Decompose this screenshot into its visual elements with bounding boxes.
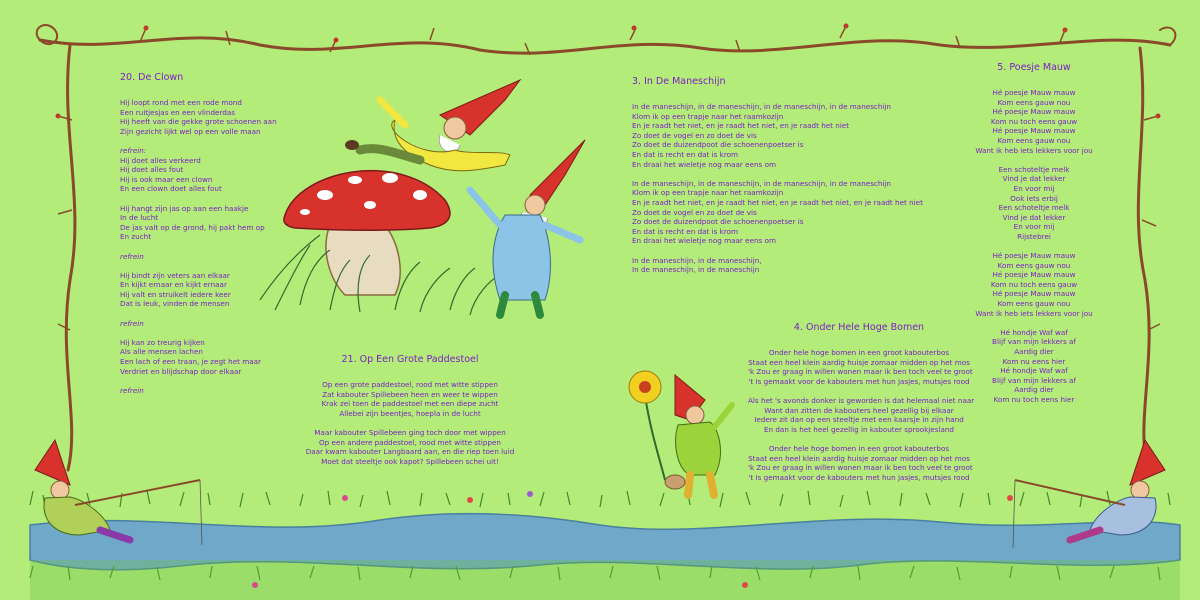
lyric-line: De jas valt op de grond, hij pakt hem op xyxy=(120,222,265,232)
lyric-line: En zucht xyxy=(120,232,152,242)
lyric-line: Hé poesje Mauw mauw xyxy=(992,289,1076,299)
lyric-line: In de maneschijn, in de maneschijn, in de maneschijn, in de maneschijn xyxy=(632,178,891,188)
lyric-line: Aardig dier xyxy=(1014,385,1054,395)
song-title: 21. Op Een Grote Paddestoel xyxy=(341,354,479,365)
lyric-line: Zo doet de duizendpoot die schoenenpoetser is xyxy=(632,140,804,150)
lyric-line: Kom eens gauw nou xyxy=(997,97,1071,107)
lyric-line: In de maneschijn, in de maneschijn xyxy=(632,265,760,275)
lyric-line: En je raadt het niet, en je raadt het niet, en je raadt het niet, en je raadt het niet xyxy=(632,197,923,207)
lyric-line xyxy=(968,242,1100,252)
lyric-line: Zo doet de vogel en zo doet de vis xyxy=(632,130,757,140)
lyric-line xyxy=(968,318,1100,328)
lyric-line: Want ik heb iets lekkers voor jou xyxy=(975,308,1093,318)
lyric-line: Hé hondje Waf waf xyxy=(1000,366,1068,376)
lyric-line: Kom eens gauw nou xyxy=(997,135,1071,145)
lyric-line: Kom eens gauw nou xyxy=(997,299,1071,309)
lyric-line: Hij is ook maar een clown xyxy=(120,174,213,184)
flower xyxy=(629,371,665,480)
lyric-line: Want ik heb iets lekkers voor jou xyxy=(975,145,1093,155)
lyric-line: Een ruitjesjas en een vlinderdas xyxy=(120,107,235,117)
song-lines xyxy=(120,98,277,395)
song-lines xyxy=(748,348,975,482)
lyric-line: Maar kabouter Spillebeen ging toch door met wippen xyxy=(314,427,506,437)
lyric-line: Staat een heel klein aardig huisje zomaar midden op het mos xyxy=(748,357,970,367)
song-lines xyxy=(632,102,923,275)
lyric-line: Hé hondje Waf waf xyxy=(1000,327,1068,337)
lyric-line: Als het 's avonds donker is geworden is dat helemaal niet naar xyxy=(748,395,975,405)
lyric-line: Zo doet de vogel en zo doet de vis xyxy=(632,207,757,217)
lyric-line: En draai het wieletje nog maar eens om xyxy=(632,236,776,246)
lyric-line: Op een andere paddestoel, rood met witte stippen xyxy=(319,437,501,447)
lyric-line: Onder hele hoge bomen in een groot kabouterbos xyxy=(768,443,950,453)
lyric-line: Klom ik op een trapje naar het raamkozijn xyxy=(632,188,784,198)
lyric-line: 't Is gemaakt voor de kabouters met hun jasjes, mutsjes rood xyxy=(748,376,970,386)
lyric-line xyxy=(632,246,923,256)
lyric-line: Hij bindt zijn veters aan elkaar xyxy=(120,270,230,280)
lyric-line: Zat kabouter Spillebeen heen en weer te wippen xyxy=(322,389,498,399)
song-title: 5. Poesje Mauw xyxy=(997,62,1071,73)
lyric-line: Hij doet alles verkeerd xyxy=(120,155,201,165)
lyric-line: Allebei zijn beentjes, hoepla in de lucht xyxy=(339,408,481,418)
lyric-line: Hé poesje Mauw mauw xyxy=(992,126,1076,136)
song-lines xyxy=(968,88,1100,405)
song-poesje xyxy=(968,62,1100,405)
lyric-line xyxy=(120,194,277,204)
lyric-line: Hij kan zo treurig kijken xyxy=(120,337,205,347)
lyric-line: En draai het wieletje nog maar eens om xyxy=(632,159,776,169)
lyric-line: Als alle mensen lachen xyxy=(120,347,203,357)
lyric-line xyxy=(120,136,277,146)
gnome-jumping xyxy=(345,80,520,171)
lyric-line: Kom nu toch eens gauw xyxy=(990,116,1078,126)
lyric-line: Verdriet en blijdschap door elkaar xyxy=(120,366,242,376)
lyric-line: Hij heeft van die gekke grote schoenen aan xyxy=(120,117,277,127)
lyric-line: Blijf van mijn lekkers af xyxy=(992,337,1076,347)
lyric-line: Hé poesje Mauw mauw xyxy=(992,107,1076,117)
lyric-line: En dat is recht en dat is krom xyxy=(632,226,739,236)
lyric-line: Een schoteltje melk xyxy=(998,164,1070,174)
lyric-line: Kom nu toch eens gauw xyxy=(990,279,1078,289)
lyric-line: Aardig dier xyxy=(1014,347,1054,357)
lyric-line: Kom nu eens hier xyxy=(1002,356,1066,366)
lyric-line xyxy=(120,242,277,252)
lyric-line: Daar kwam kabouter Langbaard aan, en die riep toen luid xyxy=(305,447,515,457)
lyric-line xyxy=(305,418,515,428)
lyric-line: Hij loopt rond met een rode mond xyxy=(120,98,242,107)
lyric-line: En kijkt ernaar en kijkt ernaar xyxy=(120,280,227,290)
lyric-line xyxy=(120,376,277,386)
song-title: 3. In De Maneschijn xyxy=(632,76,726,87)
lyric-line: Vind je dat lekker xyxy=(1002,212,1066,222)
lyric-line xyxy=(748,434,970,444)
lyric-line xyxy=(632,169,923,179)
lyric-line: En voor mij xyxy=(1013,222,1055,232)
lyric-line: Iedere zit dan op een steeltje met een kaarsje in zijn hand xyxy=(754,415,964,425)
lyric-line: En dan is het heel gezellig in kabouter sprookjesland xyxy=(763,424,954,434)
lyric-line: 'k Zou er graag in willen wonen maar ik ben toch veel te groot xyxy=(748,463,973,473)
lyric-line: Kom nu toch eens hier xyxy=(993,395,1075,404)
lyric-line: In de maneschijn, in de maneschijn, xyxy=(632,255,762,265)
lyric-line: Onder hele hoge bomen in een groot kabouterbos xyxy=(768,348,950,357)
song-maneschijn xyxy=(632,76,923,275)
lyric-line: Blijf van mijn lekkers af xyxy=(992,375,1076,385)
song-title: 20. De Clown xyxy=(120,72,184,83)
lyric-line xyxy=(120,309,277,319)
lyric-line: Krak zei toen de paddestoel met een diepe zucht xyxy=(321,399,499,409)
lyric-line xyxy=(120,261,277,271)
lyric-line: Vind je dat lekker xyxy=(1002,174,1066,184)
lyric-line: Moet dat steeltje ook kapot? Spillebeen schei uit! xyxy=(321,456,499,466)
lyric-line xyxy=(748,386,970,396)
lyric-line: Op een grote paddestoel, rood met witte stippen xyxy=(322,380,498,389)
lyric-line: Hé poesje Mauw mauw xyxy=(992,270,1076,280)
lyric-line: Kom eens gauw nou xyxy=(997,260,1071,270)
lyric-line: Hé poesje Mauw mauw xyxy=(992,251,1076,261)
lyric-line: Een schoteltje melk xyxy=(998,203,1070,213)
lyric-line xyxy=(968,155,1100,165)
lyric-line: refrein: xyxy=(120,145,147,155)
lyric-line: refrein xyxy=(120,251,144,261)
lyric-line: Hé poesje Mauw mauw xyxy=(992,88,1076,97)
lyric-line: Zijn gezicht lijkt wel op een volle maan xyxy=(120,126,261,136)
lyric-line: Klom ik op een trapje naar het raamkozijn xyxy=(632,111,784,121)
lyric-line: 'k Zou er graag in willen wonen maar ik ben toch veel te groot xyxy=(748,367,973,377)
song-title: 4. Onder Hele Hoge Bomen xyxy=(793,322,925,333)
song-clown xyxy=(120,72,277,395)
lyric-line: Ook iets erbij xyxy=(1010,193,1058,203)
lyric-line: En voor mij xyxy=(1013,183,1055,193)
lyric-line: refrein xyxy=(120,385,144,395)
song-lines xyxy=(305,380,515,466)
lyric-line: In de maneschijn, in de maneschijn, in de maneschijn, in de maneschijn xyxy=(632,102,891,111)
lyric-line: Hij doet alles fout xyxy=(120,165,184,175)
lyric-line: Want dan zitten de kabouters heel gezellig bij elkaar xyxy=(764,405,954,415)
lyric-line: In de lucht xyxy=(120,213,159,223)
lyric-line: 't Is gemaakt voor de kabouters met hun jasjes, mutsjes rood xyxy=(748,472,970,482)
song-bomen xyxy=(748,322,975,482)
lyric-line: Rijstebrei xyxy=(1017,231,1051,241)
gnome-with-flower xyxy=(629,371,732,495)
lyric-line: Een lach of een traan, je zegt het maar xyxy=(120,357,262,367)
lyric-line: Hij hangt zijn jas op aan een haakje xyxy=(120,203,249,213)
lyric-line: En een clown doet alles fout xyxy=(120,184,222,194)
lyric-line: Staat een heel klein aardig huisje zomaar midden op het mos xyxy=(748,453,970,463)
lyric-line xyxy=(120,328,277,338)
lyric-line: Hij valt en struikelt iedere keer xyxy=(120,289,231,299)
lyric-line: Zo doet de duizendpoot die schoenenpoetser is xyxy=(632,217,804,227)
lyric-line: En je raadt het niet, en je raadt het niet, en je raadt het niet xyxy=(632,121,850,131)
song-paddestoel xyxy=(305,354,515,466)
lyric-line: Dat is leuk, vinden de mensen xyxy=(120,299,230,309)
lyric-line: refrein xyxy=(120,318,144,328)
lyric-line: En dat is recht en dat is krom xyxy=(632,149,739,159)
